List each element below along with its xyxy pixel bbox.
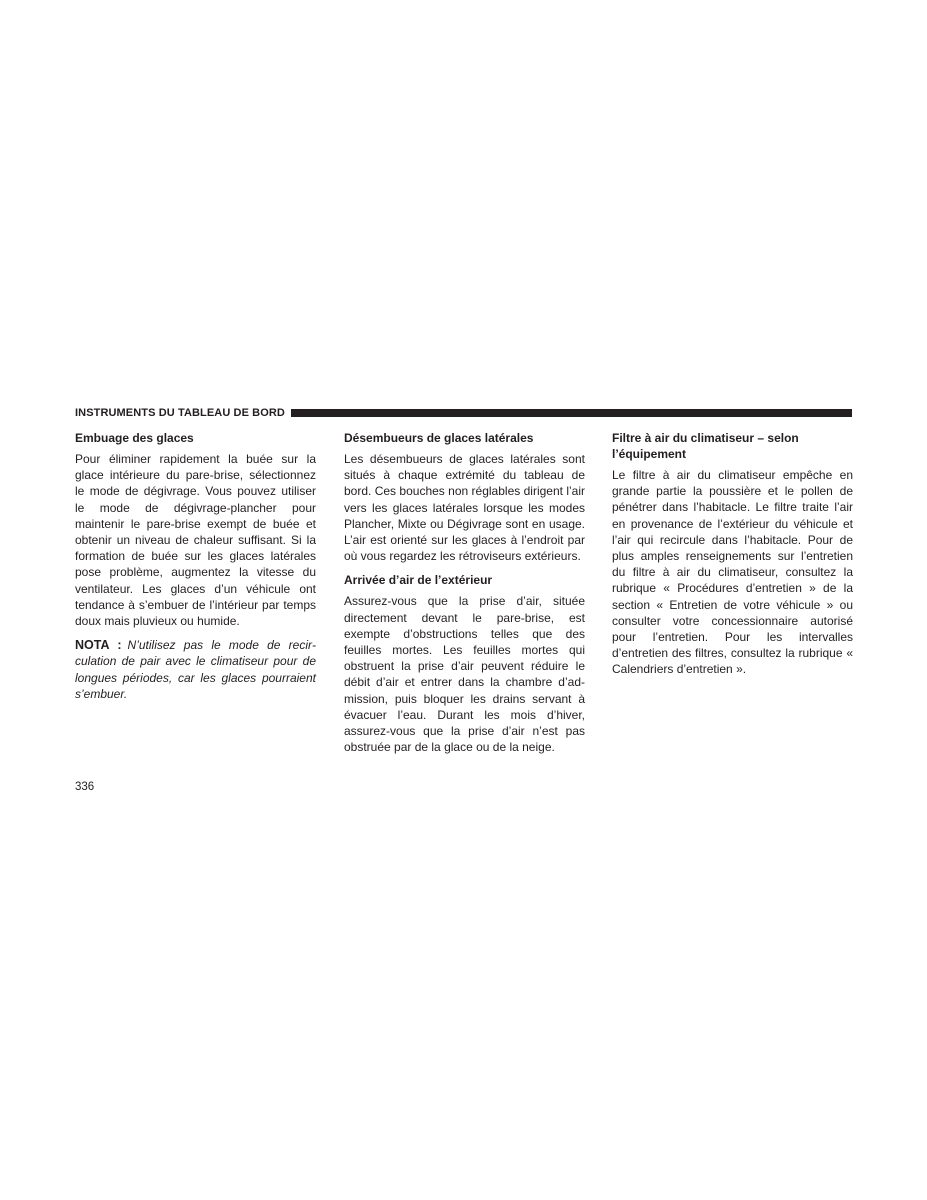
paragraph-arrivee-air: Assurez-vous que la prise d’air, située directement devant le pare-brise, est exempte d’obstructions telles que des feuilles mortes. Les feuilles mortes qui obstruent la prise d’air peuvent réduire le débit d’air et entrer dans la chambre d’admission, puis bloquer les drains servant à évacuer l’eau. Durant les mois d’hiver, assurez-vous que la prise d’air n’est pas obstruée par de la glace ou de la neige. <box>344 594 585 755</box>
heading-embuage: Embuage des glaces <box>75 431 194 445</box>
column-left <box>75 430 316 710</box>
note-block <box>75 637 316 702</box>
paragraph-desembueurs: Les désembueurs de glaces latérales sont situés à chaque extrémité du tableau de bord. Ces bouches non réglables dirigent l’air vers les glaces latérales lorsque les modes Plancher, Mixte ou Dégivrage sont en usage. L’air est orienté sur les glaces à l’endroit par où vous regardez les rétroviseurs extérieurs. <box>344 452 585 564</box>
page-number: 336 <box>75 781 95 793</box>
section-header <box>75 406 852 420</box>
heading-arrivee-air: Arrivée d’air de l’extérieur <box>344 573 493 588</box>
section-title: INSTRUMENTS DU TABLEAU DE BORD <box>75 407 285 419</box>
heading-desembueurs: Désembueurs de glaces latérales <box>344 431 534 445</box>
note-label: NOTA : <box>75 638 122 653</box>
column-right <box>612 430 853 686</box>
header-rule <box>291 409 852 417</box>
column-middle <box>344 430 585 763</box>
heading-filtre: Filtre à air du climatiseur – selon l’équipement <box>612 431 799 461</box>
paragraph-filtre: Le filtre à air du climatiseur empêche en grande partie la poussière et le pollen de pénétrer dans l’habitacle. Le filtre traite l’air en provenance de l’extérieur du véhicule et l’air qui recircule dans l’habitacle. Pour de plus amples renseignements sur l’entretien du filtre à air du climatiseur, consultez la rubrique « Procédures d’entretien » de la section « Entretien de votre véhicule » ou consulter votre concessionnaire autorisé pour l’entretien. Pour les intervalles d’entretien des filtres, consultez la rubrique « Calendriers d’entretien ». <box>612 468 853 677</box>
note-text: N’utilisez pas le mode de recirculation de pair avec le climatiseur pour de longues périodes, car les glaces pourraient s’embuer. <box>75 638 316 701</box>
paragraph-embuage: Pour éliminer rapidement la buée sur la glace intérieure du pare-brise, sélectionnez le mode de dégivrage. Vous pouvez utiliser le mode de dégivrage-plancher pour maintenir le pare-brise exempt de buée et obtenir un niveau de chaleur suffisant. Si la formation de buée sur les glaces latérales pose problème, augmentez la vitesse du ventilateur. Les glaces d’un véhicule ont tendance à s’embuer de l’intérieur par temps doux mais pluvieux ou humide. <box>75 452 316 629</box>
